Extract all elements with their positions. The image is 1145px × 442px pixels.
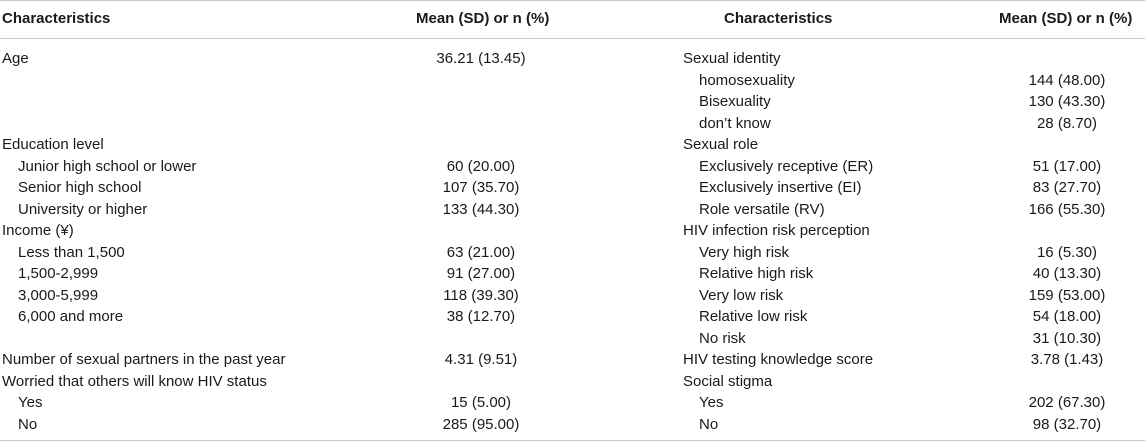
row-value: 51 (17.00): [1032, 157, 1102, 175]
row-label: No: [699, 415, 719, 433]
table-row: [0, 91, 1145, 113]
row-label: Relative low risk: [699, 308, 808, 325]
row-value: 166 (55.30): [1028, 200, 1106, 218]
header-left-mean: Mean (SD) or n (%): [416, 10, 550, 27]
header-right-mean: Mean (SD) or n (%): [999, 10, 1133, 27]
row-value: 31 (10.30): [1032, 329, 1102, 347]
row-label: Yes: [18, 394, 43, 411]
table-row: [0, 371, 1145, 393]
row-label: HIV infection risk perception: [683, 222, 870, 239]
table-row: [0, 242, 1145, 264]
row-value: 54 (18.00): [1032, 308, 1102, 325]
header-right-characteristics: Characteristics: [724, 10, 833, 27]
row-label: Relative high risk: [699, 265, 814, 282]
row-value: 159 (53.00): [1028, 286, 1106, 304]
top-rule: [0, 0, 1145, 1]
row-value: 285 (95.00): [442, 415, 520, 433]
row-label: Education level: [2, 136, 104, 153]
row-value: 118 (39.30): [443, 286, 519, 304]
row-label: 1,500-2,999: [18, 265, 99, 282]
row-value: 91 (27.00): [446, 265, 516, 282]
row-label: Role versatile (RV): [699, 200, 825, 218]
row-label: 3,000-5,999: [18, 286, 99, 304]
row-value: 107 (35.70): [442, 179, 520, 196]
row-label: Exclusively insertive (EI): [699, 179, 862, 196]
row-label: Age: [2, 50, 29, 67]
row-label: homosexuality: [699, 71, 795, 89]
row-value: 4.31 (9.51): [444, 351, 518, 368]
table-row: [0, 134, 1145, 156]
row-label: Income (¥): [2, 222, 74, 239]
table-row: [0, 306, 1145, 328]
row-value: 28 (8.70): [1036, 114, 1098, 132]
table-row: [0, 285, 1145, 307]
row-label: HIV testing knowledge score: [683, 351, 874, 368]
bottom-rule: [0, 440, 1145, 441]
row-label: No risk: [699, 329, 746, 347]
row-label: Worried that others will know HIV status: [2, 372, 267, 390]
row-value: 133 (44.30): [442, 200, 520, 218]
row-label: don’t know: [699, 114, 771, 132]
row-value: 36.21 (13.45): [436, 50, 526, 67]
row-label: Number of sexual partners in the past year: [2, 351, 286, 368]
row-value: 3.78 (1.43): [1030, 351, 1104, 368]
row-label: 6,000 and more: [18, 308, 124, 325]
table-row: [0, 156, 1145, 178]
row-value: 15 (5.00): [450, 394, 512, 411]
table-row: [0, 48, 1145, 70]
row-value: 60 (20.00): [446, 157, 516, 175]
table-row: [0, 113, 1145, 135]
row-label: Sexual identity: [683, 50, 781, 67]
table-row: [0, 414, 1145, 436]
table-row: [0, 220, 1145, 242]
header-left-characteristics: Characteristics: [2, 10, 111, 27]
table-row: [0, 349, 1145, 371]
row-value: 202 (67.30): [1028, 394, 1106, 411]
row-label: Senior high school: [18, 179, 142, 196]
row-value: 83 (27.70): [1032, 179, 1102, 196]
row-label: Very high risk: [699, 243, 790, 261]
table-row: [0, 263, 1145, 285]
row-label: Sexual role: [683, 136, 759, 153]
table-row: [0, 392, 1145, 414]
row-label: Social stigma: [683, 372, 773, 390]
row-value: 98 (32.70): [1032, 415, 1102, 433]
row-value: 63 (21.00): [446, 243, 516, 261]
row-label: University or higher: [18, 200, 148, 218]
row-value: 144 (48.00): [1028, 71, 1106, 89]
table-row: [0, 199, 1145, 221]
row-label: No: [18, 415, 38, 433]
row-value: 16 (5.30): [1036, 243, 1098, 261]
row-label: Less than 1,500: [18, 243, 125, 261]
table-row: [0, 177, 1145, 199]
row-label: Yes: [699, 394, 724, 411]
table-row: [0, 328, 1145, 350]
table-row: [0, 70, 1145, 92]
row-value: 130 (43.30): [1028, 93, 1106, 110]
row-label: Exclusively receptive (ER): [699, 157, 874, 175]
row-label: Junior high school or lower: [18, 157, 197, 175]
row-value: 40 (13.30): [1032, 265, 1102, 282]
row-label: Bisexuality: [699, 93, 771, 110]
header-rule: [0, 38, 1145, 39]
row-label: Very low risk: [699, 286, 784, 304]
row-value: 38 (12.70): [446, 308, 516, 325]
